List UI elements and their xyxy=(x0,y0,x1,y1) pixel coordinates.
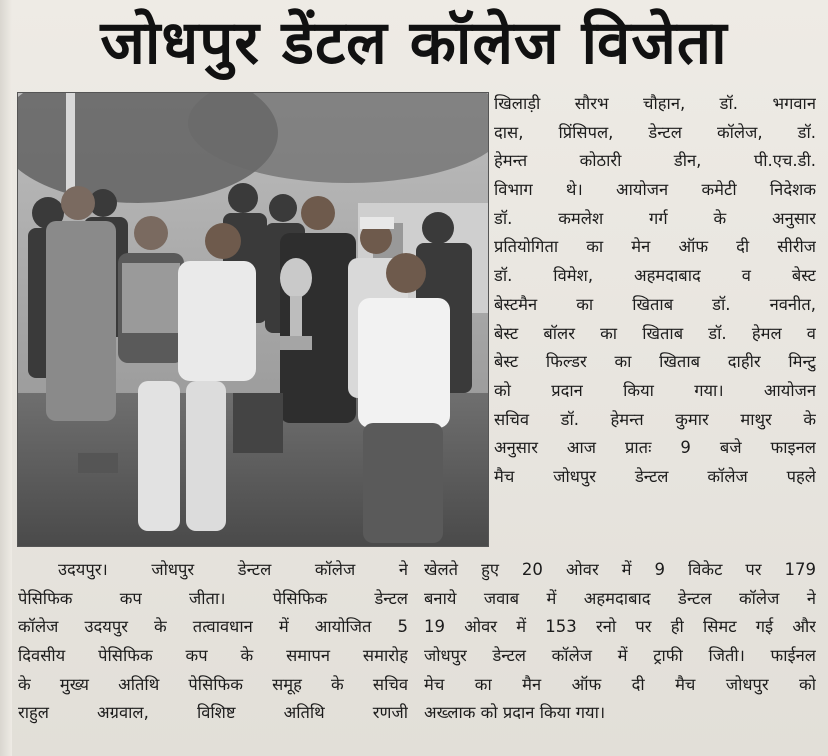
bottom-right-column-text xyxy=(424,556,816,728)
headline: जोधपुर डेंटल कॉलेज विजेता xyxy=(100,8,728,78)
text-line: पेसिफिक कप जीता। पेसिफिक डेन्टल xyxy=(18,588,408,608)
text-line: जोधपुर डेन्टल कॉलेज में ट्राफी जिती। फाईनल xyxy=(424,646,816,666)
text-line: राहुल अग्रवाल, विशिष्ट अतिथि रणजी xyxy=(18,703,408,723)
text-line: दिवसीय पेसिफिक कप के समापन समारोह xyxy=(18,646,408,666)
text-line: बेस्टमैन का खिताब डॉ. नवनीत, xyxy=(494,294,816,314)
text-line: मेच का मैन ऑफ दी मैच जोधपुर को xyxy=(424,674,816,694)
text-line: सचिव डॉ. हेमन्त कुमार माथुर के xyxy=(494,409,816,429)
text-line: के मुख्य अतिथि पेसिफिक समूह के सचिव xyxy=(18,674,408,694)
text-line: विभाग थे। आयोजन कमेटी निदेशक xyxy=(494,180,816,200)
text-line: बेस्ट फिल्डर का खिताब दाहीर मिन्टु xyxy=(494,352,816,372)
left-column-text xyxy=(18,556,408,728)
text-line: डॉ. विमेश, अहमदाबाद व बेस्ट xyxy=(494,266,816,286)
page-edge-left xyxy=(0,0,12,756)
text-line: दास, प्रिंसिपल, डेन्टल कॉलेज, डॉ. xyxy=(494,122,816,142)
text-line: खेलते हुए 20 ओवर में 9 विकेट पर 179 xyxy=(424,560,816,579)
text-line: प्रतियोगिता का मेन ऑफ दी सीरीज xyxy=(494,237,816,257)
text-line: अनुसार आज प्रातः 9 बजे फाइनल xyxy=(494,438,816,458)
text-line: 19 ओवर में 153 रनो पर ही सिमट गई और xyxy=(424,617,816,637)
text-line: बेस्ट बॉलर का खिताब डॉ. हेमल व xyxy=(494,323,816,343)
text-line: को प्रदान किया गया। आयोजन xyxy=(494,380,816,400)
text-line: बनाये जवाब में अहमदाबाद डेन्टल कॉलेज ने xyxy=(424,588,816,608)
trophy-presentation-photo-icon xyxy=(18,93,488,546)
text-line: डॉ. कमलेश गर्ग के अनुसार xyxy=(494,208,816,228)
text-line: उदयपुर। जोधपुर डेन्टल कॉलेज ने xyxy=(58,560,408,579)
right-column-text xyxy=(494,90,816,492)
text-line: हेमन्त कोठारी डीन, पी.एच.डी. xyxy=(494,151,816,171)
news-photo xyxy=(17,92,489,547)
text-line: अख्लाक को प्रदान किया गया। xyxy=(424,703,606,723)
text-line: खिलाड़ी सौरभ चौहान, डॉ. भगवान xyxy=(494,94,816,113)
text-line: कॉलेज उदयपुर के तत्वावधान में आयोजित 5 xyxy=(18,617,408,637)
text-line: मैच जोधपुर डेन्टल कॉलेज पहले xyxy=(494,466,816,486)
